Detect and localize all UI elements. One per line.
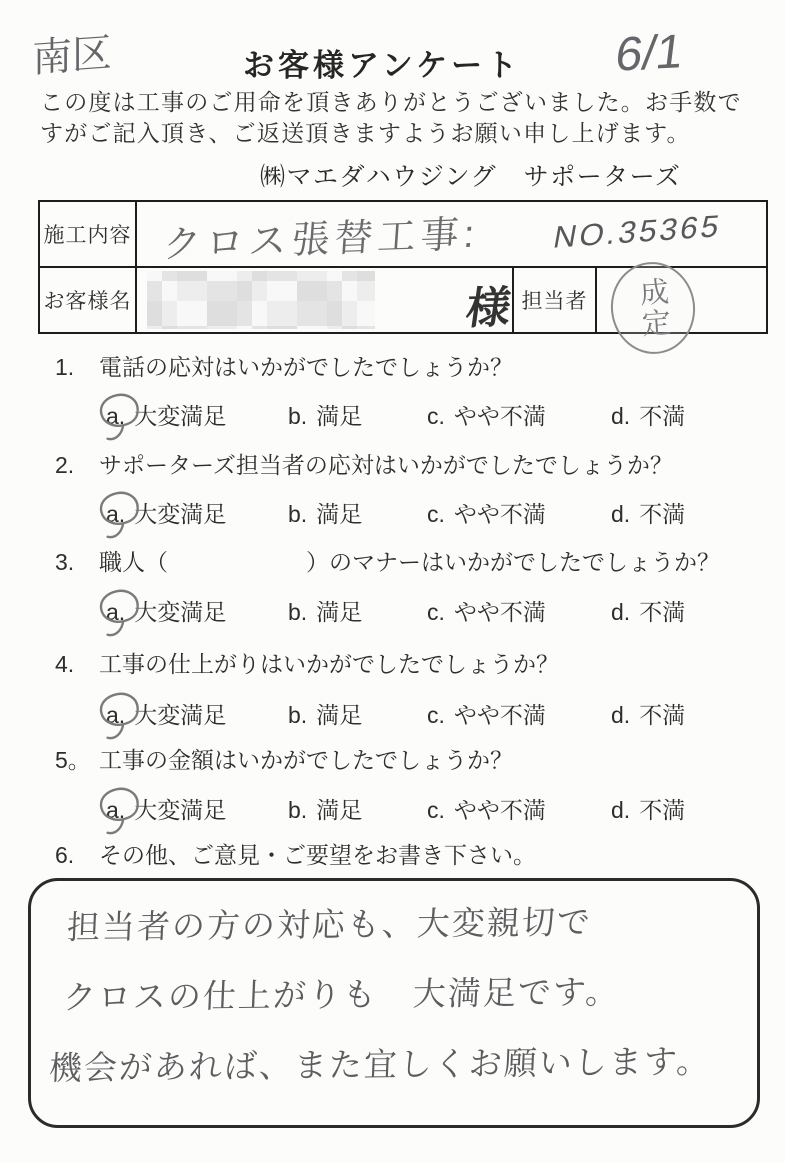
option-label: 満足: [316, 501, 363, 527]
intro-line-1: この度は工事のご用命を頂きありがとうございました。お手数で: [40, 89, 742, 115]
option-key: a.: [106, 403, 126, 429]
option-key: d.: [611, 501, 631, 527]
customer-row: [40, 268, 766, 341]
option-label: 大変満足: [134, 501, 227, 527]
question-4: [55, 646, 559, 679]
question-4-text: 工事の仕上がりはいかがでしたでしょうか？: [99, 651, 559, 677]
question-4-number: 4.: [55, 651, 75, 677]
option-label: 不満: [639, 797, 686, 823]
construction-row: [40, 202, 766, 268]
question-1-option-c: [427, 398, 546, 431]
question-5-option-c: [427, 792, 546, 825]
question-1: [55, 349, 513, 382]
question-3-option-d: [611, 594, 685, 627]
construction-label: 施工内容: [40, 202, 137, 266]
comment-line-3: 機会があれば、また宜しくお願いします。: [48, 1042, 713, 1087]
question-1-option-b: [288, 398, 362, 431]
question-1-number: 1.: [55, 354, 75, 380]
construction-value-cell: [137, 202, 766, 266]
staff-stamp-icon: [605, 257, 701, 360]
intro-text: [40, 87, 760, 149]
option-key: b.: [288, 599, 308, 625]
question-2-text: サポーターズ担当者の応対はいかがでしたでしょうか？: [99, 452, 673, 478]
question-5-text: 工事の金額はいかがでしたでしょうか？: [99, 747, 513, 773]
question-6: [55, 837, 536, 870]
intro-line-2: すがご記入頂き、ご返送頂きますようお願い申し上げます。: [40, 120, 691, 146]
staff-stamp-cell: [597, 268, 766, 341]
customer-name-cell: [137, 268, 514, 332]
question-3: [55, 544, 720, 577]
option-key: a.: [106, 501, 126, 527]
question-3-option-b: [288, 594, 362, 627]
question-2-option-a: [106, 496, 226, 529]
question-5-option-d: [611, 792, 685, 825]
question-2-option-d: [611, 496, 685, 529]
question-2-options: [0, 496, 785, 532]
option-label: 満足: [316, 702, 363, 728]
option-label: 大変満足: [134, 599, 227, 625]
question-3-text: 職人（ ）のマナーはいかがでしたでしょうか？: [99, 549, 720, 575]
question-1-options: [0, 398, 785, 434]
staff-label: 担当者: [514, 268, 597, 332]
option-key: c.: [427, 702, 445, 728]
question-5: [55, 742, 513, 775]
question-3-option-a: [106, 594, 226, 627]
info-table: [38, 200, 768, 341]
question-1-option-a: [106, 398, 226, 431]
option-label: 満足: [316, 797, 363, 823]
region-note-handwriting: 南区: [32, 31, 112, 81]
option-label: 不満: [639, 599, 686, 625]
question-2-option-c: [427, 496, 546, 529]
question-5-option-b: [288, 792, 362, 825]
option-label: やや不満: [453, 797, 546, 823]
question-4-option-a: [106, 697, 226, 730]
question-6-text: その他、ご意見・ご要望をお書き下さい。: [99, 842, 536, 868]
option-key: b.: [288, 797, 308, 823]
question-5-number: 5。: [55, 747, 91, 773]
question-3-options: [0, 594, 785, 630]
option-label: 満足: [316, 599, 363, 625]
option-label: やや不満: [453, 599, 546, 625]
comment-line-2: クロスの仕上がりも 大満足です。: [62, 973, 622, 1016]
question-4-option-d: [611, 697, 685, 730]
option-label: 不満: [639, 403, 686, 429]
option-key: b.: [288, 702, 308, 728]
order-number-handwriting: NO.35365: [550, 208, 725, 255]
option-key: b.: [288, 501, 308, 527]
option-key: a.: [106, 797, 126, 823]
option-label: 大変満足: [134, 702, 227, 728]
question-6-number: 6.: [55, 842, 75, 868]
question-1-text: 電話の応対はいかがでしたでしょうか？: [99, 354, 513, 380]
customer-name-label: お客様名: [40, 268, 137, 332]
question-2-option-b: [288, 496, 362, 529]
option-key: d.: [611, 702, 631, 728]
customer-name-redaction: [147, 271, 375, 329]
option-key: c.: [427, 501, 445, 527]
option-key: d.: [611, 403, 631, 429]
question-5-options: [0, 792, 785, 828]
question-2-number: 2.: [55, 452, 75, 478]
option-key: d.: [611, 599, 631, 625]
option-key: b.: [288, 403, 308, 429]
option-label: やや不満: [453, 501, 546, 527]
question-3-option-c: [427, 594, 546, 627]
option-label: 大変満足: [134, 797, 227, 823]
option-key: d.: [611, 797, 631, 823]
option-label: やや不満: [453, 702, 546, 728]
company-name: ㈱マエダハウジング サポーターズ: [260, 163, 682, 191]
comment-line-1: 担当者の方の対応も、大変親切で: [66, 903, 593, 946]
question-3-number: 3.: [55, 549, 75, 575]
customer-honorific-handwriting: 様: [462, 283, 514, 334]
option-label: 不満: [639, 501, 686, 527]
question-4-options: [0, 697, 785, 733]
date-note-handwriting: 6/1: [612, 25, 687, 82]
staff-stamp-name: 成定: [634, 275, 671, 341]
option-key: a.: [106, 599, 126, 625]
question-2: [55, 447, 673, 480]
option-label: 不満: [639, 702, 686, 728]
option-key: c.: [427, 599, 445, 625]
question-1-option-d: [611, 398, 685, 431]
option-key: c.: [427, 797, 445, 823]
option-key: a.: [106, 702, 126, 728]
option-label: 大変満足: [134, 403, 227, 429]
question-4-option-b: [288, 697, 362, 730]
option-key: c.: [427, 403, 445, 429]
question-5-option-a: [106, 792, 226, 825]
comment-box: [28, 878, 760, 1128]
option-label: 満足: [316, 403, 363, 429]
page-title: お客様アンケート: [243, 48, 522, 83]
construction-value-handwriting: クロス張替工事:: [161, 213, 481, 267]
question-4-option-c: [427, 697, 546, 730]
option-label: やや不満: [453, 403, 546, 429]
